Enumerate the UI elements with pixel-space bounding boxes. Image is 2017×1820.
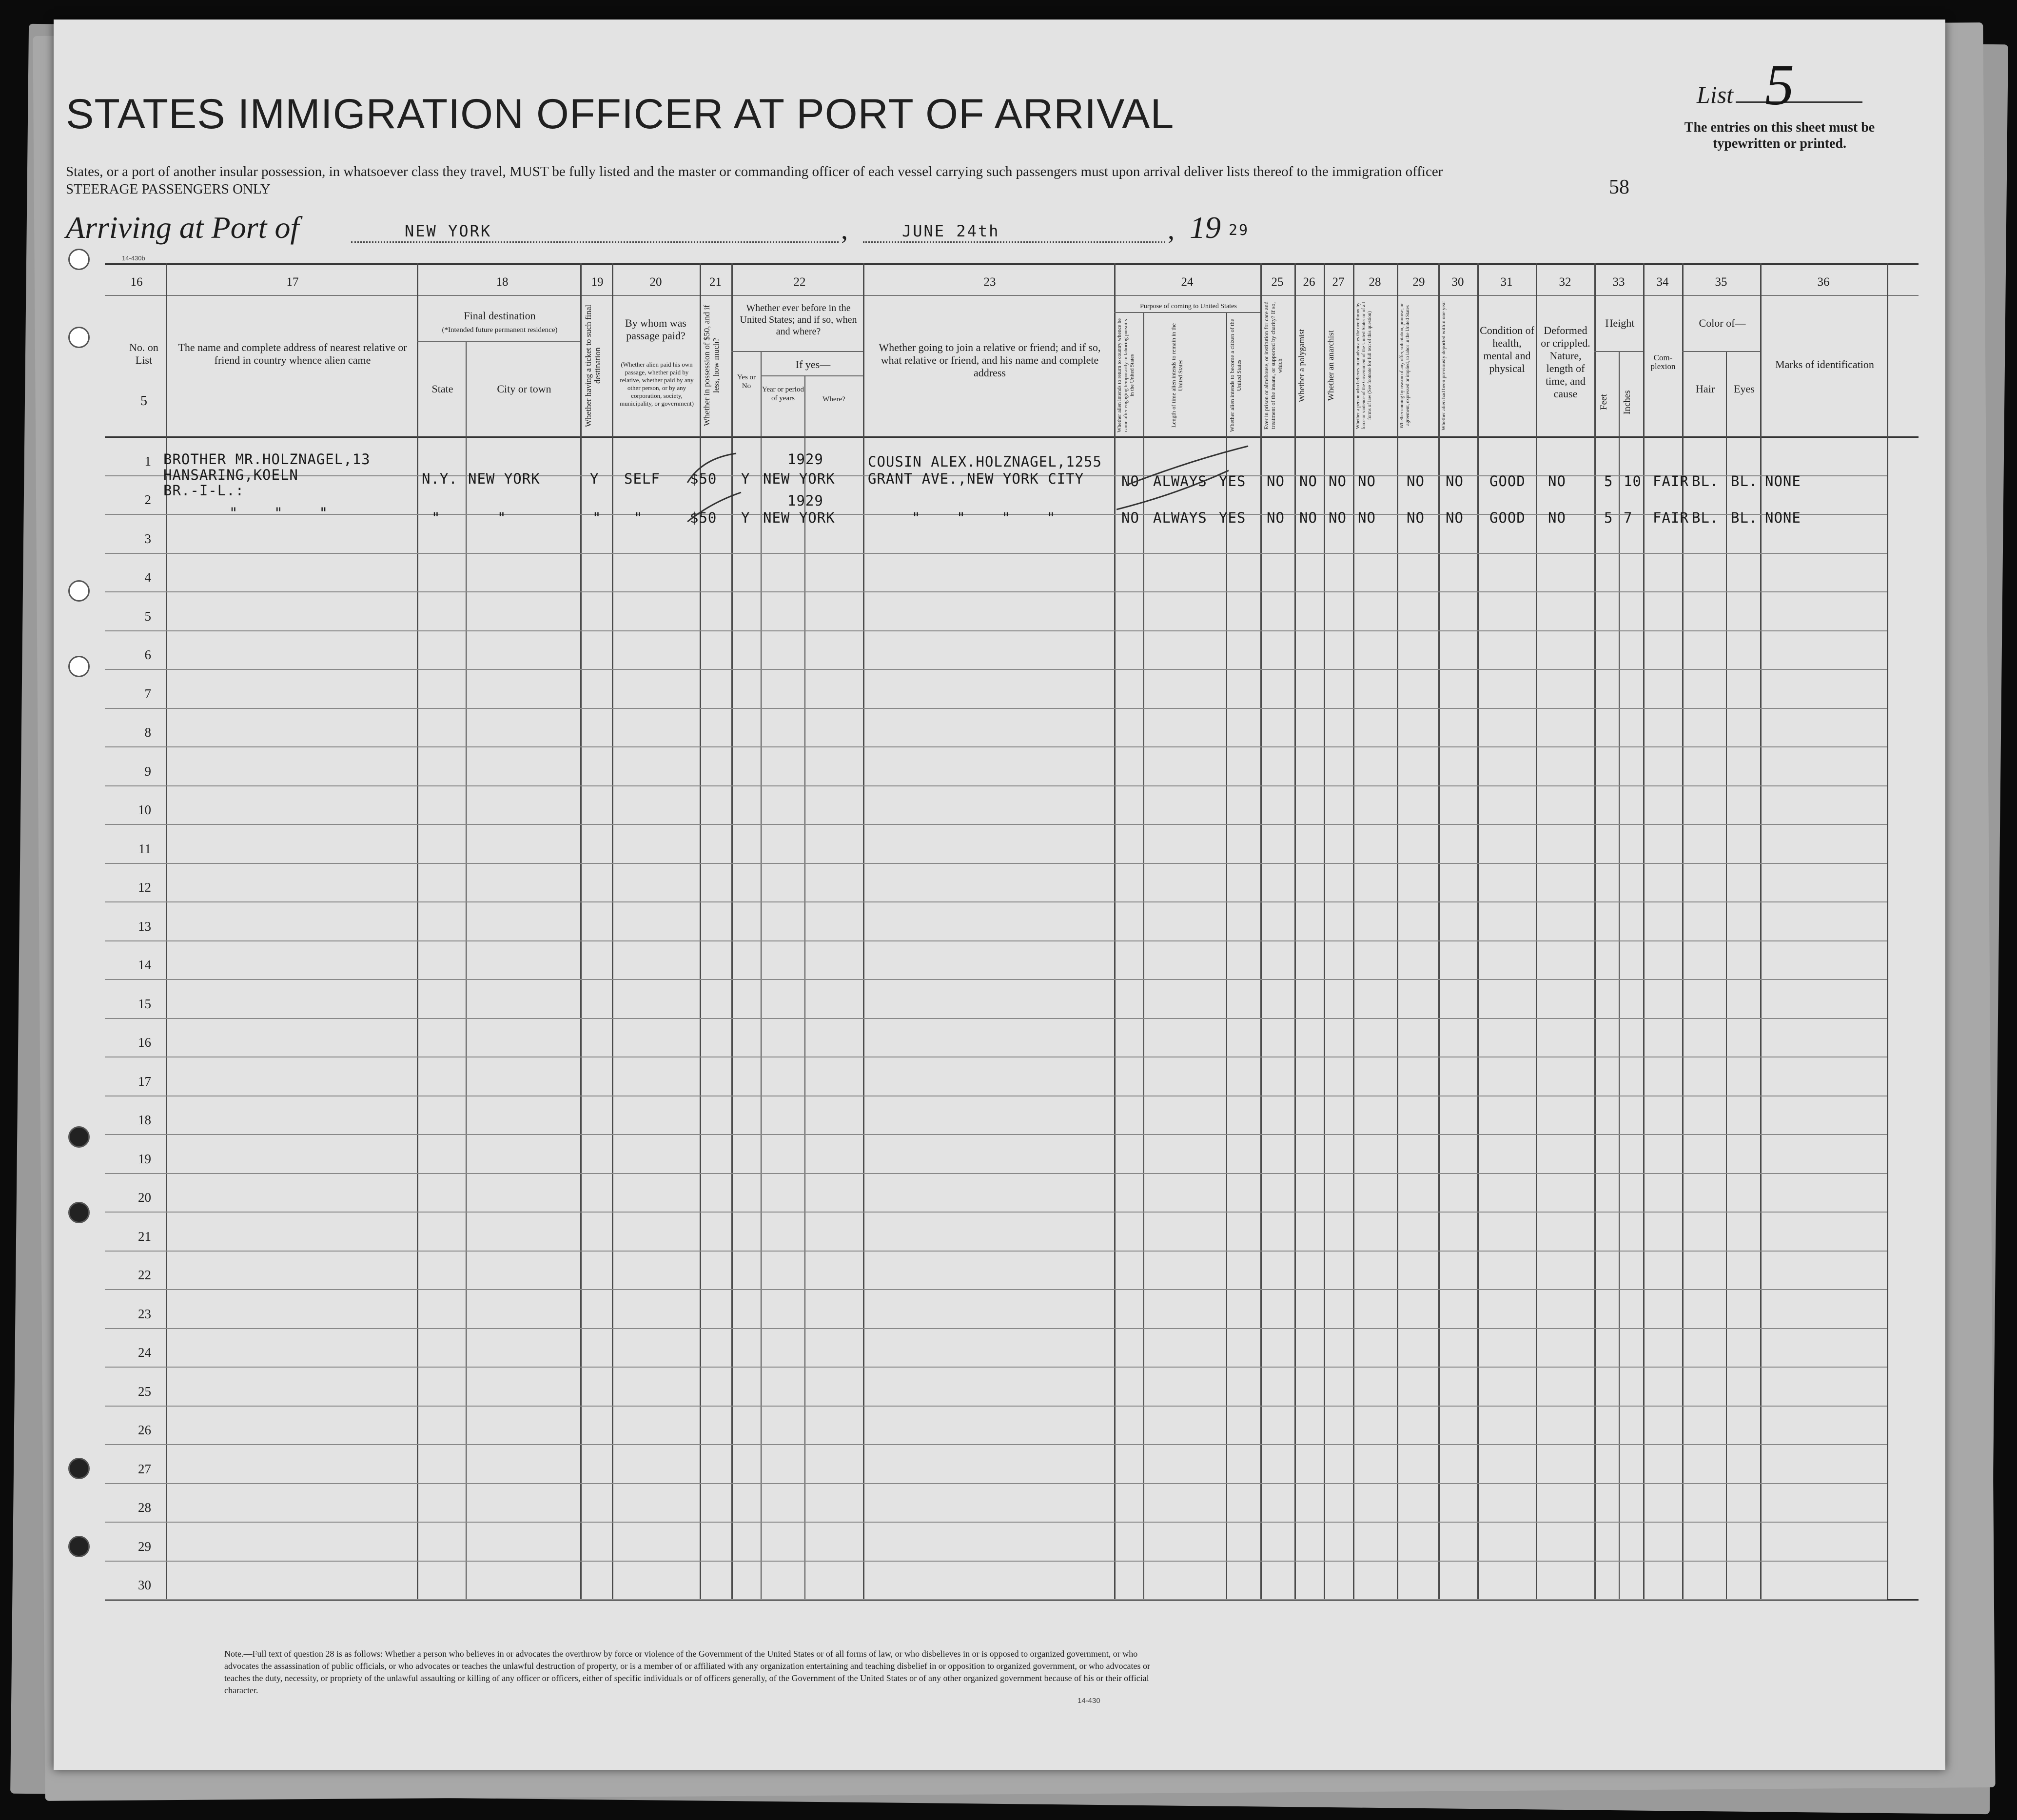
row1-condition: GOOD xyxy=(1489,473,1526,489)
year-period-header: Year or period of years xyxy=(762,386,804,402)
row-number: 2 xyxy=(144,492,151,507)
row-number: 30 xyxy=(138,1578,151,1592)
row2-citizen: YES xyxy=(1219,509,1246,526)
row-rule xyxy=(105,940,1887,941)
feet-header: Feet xyxy=(1599,394,1609,411)
arriving-label: Arriving at Port of xyxy=(66,210,299,245)
column-divider xyxy=(1536,263,1537,1599)
row-number: 8 xyxy=(144,725,151,740)
column-divider xyxy=(1324,263,1325,1599)
purpose-header: Purpose of coming to United States xyxy=(1140,303,1237,310)
list-number: 5 xyxy=(1765,52,1794,117)
column-divider xyxy=(1682,263,1684,1599)
row-number: 7 xyxy=(144,686,151,701)
col-number: 21 xyxy=(709,275,722,289)
passage-note: (Whether alien paid his own passage, whether paid by relative, whether paid by any other person, or by any corporation, society, municipality, or government) xyxy=(620,361,694,407)
row-rule xyxy=(105,591,1887,592)
row2-where: NEW YORK xyxy=(763,509,835,526)
date-underline xyxy=(863,241,1165,243)
col-number: 35 xyxy=(1715,275,1727,289)
row-rule xyxy=(105,1173,1887,1174)
row-number: 29 xyxy=(138,1539,151,1554)
col-number: 19 xyxy=(591,275,604,289)
row-rule xyxy=(105,1367,1887,1368)
purpose-return-header: Whether alien intends to return to country whence he came after engaging temporarily in laboring pursuits in the United States xyxy=(1116,318,1135,432)
row1-length: ALWAYS xyxy=(1153,473,1207,489)
ticket-header: Whether having a ticket to such final destination xyxy=(584,304,602,427)
row-number: 1 xyxy=(144,453,151,469)
row2-q29: NO xyxy=(1407,509,1425,526)
q28-header: Whether a person who believes in or advocates the overthrow by force or violence of the Government of the United States or of all forms of law (See footnote for full text of this question) xyxy=(1355,302,1372,430)
prison-header: Ever in prison or almshouse, or institution for care and treatment of the insane, or supported by charity? If so, which xyxy=(1263,301,1283,430)
col-number: 22 xyxy=(793,275,806,289)
col-number: 28 xyxy=(1369,275,1381,289)
punch-hole xyxy=(68,1126,90,1148)
punch-hole xyxy=(68,1458,90,1479)
final-destination-note: (*Intended future permanent residence) xyxy=(442,326,558,334)
money-header: Whether in possession of $50, and if less, how much? xyxy=(702,305,721,427)
form-subtitle: States, or a port of another insular possession, in whatsoever class they travel, MUST be fully listed and the master or commanding officer of each vessel carrying such passengers must upon arrival deliver lists thereof to the immigration officer xyxy=(66,164,1443,179)
row1-relative-line2: HANSARING,KOELN xyxy=(163,467,298,483)
hair-header: Hair xyxy=(1695,383,1715,395)
row-number: 20 xyxy=(138,1190,151,1205)
row2-relative: " " " xyxy=(229,505,329,521)
row1-relative-line3: BR.-I-L.: xyxy=(163,482,245,499)
row1-paid-by: SELF xyxy=(624,470,660,487)
row-number: 16 xyxy=(138,1035,151,1050)
col-number: 23 xyxy=(983,275,996,289)
row2-inches: 7 xyxy=(1624,509,1633,526)
list-label: List xyxy=(1697,81,1734,108)
eyes-header: Eyes xyxy=(1734,383,1755,395)
row-number: 18 xyxy=(138,1113,151,1127)
row-number: 9 xyxy=(144,763,151,779)
row-rule xyxy=(105,979,1887,980)
row2-ever-before: Y xyxy=(741,509,750,526)
joining-header: Whether going to join a relative or friend; and if so, what relative or friend, and his name and complete address xyxy=(879,341,1101,379)
row-number: 15 xyxy=(138,996,151,1011)
deformed-header: Deformed or crippled. Nature, length of time, and cause xyxy=(1541,324,1590,400)
col-number: 20 xyxy=(649,275,662,289)
row2-q30: NO xyxy=(1446,509,1464,526)
column-divider xyxy=(417,263,418,1599)
year-prefix: 19 xyxy=(1190,210,1221,245)
row1-q29: NO xyxy=(1407,473,1425,489)
relative-header: The name and complete address of nearest relative or friend in country whence alien came xyxy=(178,341,407,366)
row-rule xyxy=(105,1522,1887,1523)
row1-joining-line2: GRANT AVE.,NEW YORK CITY xyxy=(868,470,1084,487)
city-header: City or town xyxy=(497,383,551,395)
row1-polygamist: NO xyxy=(1299,473,1317,489)
punch-hole xyxy=(68,1536,90,1557)
port-value: NEW YORK xyxy=(405,222,492,240)
row2-anarchist: NO xyxy=(1329,509,1347,526)
row2-joining: " " " " xyxy=(912,509,1056,526)
column-divider xyxy=(1397,263,1398,1599)
row1-joining-line1: COUSIN ALEX.HOLZNAGEL,1255 xyxy=(868,453,1102,470)
footer-form-number: 14-430 xyxy=(1077,1697,1100,1705)
list-underline xyxy=(1736,101,1862,103)
row-number: 28 xyxy=(138,1500,151,1515)
column-divider xyxy=(1353,263,1354,1599)
inches-header: Inches xyxy=(1622,390,1632,414)
complexion-header: Com- plexion xyxy=(1650,353,1676,371)
subheader-rule xyxy=(731,351,863,352)
passenger-class: STEERAGE PASSENGERS ONLY xyxy=(66,181,271,197)
row-number: 26 xyxy=(138,1423,151,1437)
row2-year: 1929 xyxy=(787,492,823,509)
comma: , xyxy=(1168,215,1175,245)
row-rule xyxy=(105,1328,1887,1329)
row-rule xyxy=(105,1134,1887,1135)
final-destination-header: Final destination xyxy=(464,310,536,322)
row-rule xyxy=(105,1251,1887,1252)
marks-header: Marks of identification xyxy=(1775,358,1874,371)
column-divider xyxy=(1594,263,1596,1599)
row-number: 13 xyxy=(138,919,151,934)
row2-complexion: FAIR xyxy=(1653,509,1689,526)
row-rule xyxy=(105,1599,1887,1600)
date-value: JUNE 24th xyxy=(902,222,1000,240)
row1-year: 1929 xyxy=(787,451,823,468)
punch-hole xyxy=(68,580,90,602)
col-number: 17 xyxy=(286,275,299,289)
row1-city: NEW YORK xyxy=(468,470,540,487)
col-number: 24 xyxy=(1181,275,1194,289)
color-of-header: Color of— xyxy=(1699,317,1746,329)
row-rule xyxy=(105,1018,1887,1019)
row-number: 10 xyxy=(138,802,151,817)
comma: , xyxy=(841,215,848,245)
yes-no-header: Yes or No xyxy=(737,373,756,390)
row2-state: " xyxy=(431,509,441,526)
polygamist-header: Whether a polygamist xyxy=(1297,329,1306,403)
ever-before-header: Whether ever before in the United States; and if so, when and where? xyxy=(740,303,857,337)
row1-hair: BL. xyxy=(1692,473,1719,489)
row-number: 21 xyxy=(138,1229,151,1244)
row-rule xyxy=(105,746,1887,747)
row-rule xyxy=(105,1406,1887,1407)
purpose-citizen-header: Whether alien intends to become a citizen of the United States xyxy=(1229,319,1242,432)
column-divider xyxy=(1643,263,1645,1599)
row-number: 17 xyxy=(138,1074,151,1089)
col-number: 30 xyxy=(1451,275,1464,289)
handwritten-tick-marks xyxy=(683,449,770,527)
height-header: Height xyxy=(1605,317,1635,329)
typewritten-instruction: The entries on this sheet must be typewritten or printed. xyxy=(1684,120,1875,151)
row1-complexion: FAIR xyxy=(1653,473,1689,489)
col-number: 29 xyxy=(1412,275,1425,289)
subheader-rule xyxy=(1682,351,1760,352)
row1-ticket: Y xyxy=(590,470,599,487)
punch-hole xyxy=(68,249,90,270)
column-divider xyxy=(1438,263,1440,1599)
punch-hole xyxy=(68,656,90,677)
column-divider xyxy=(1619,351,1620,1599)
row2-feet: 5 xyxy=(1604,509,1613,526)
col-number: 36 xyxy=(1817,275,1830,289)
row2-ticket: " xyxy=(592,509,602,526)
row-number: 24 xyxy=(138,1345,151,1360)
row-rule xyxy=(105,553,1887,554)
subheader-rule xyxy=(417,341,580,342)
q30-header: Whether alien had been previously deported within one year xyxy=(1441,301,1447,431)
punch-hole xyxy=(68,327,90,348)
column-divider xyxy=(612,263,613,1599)
no-on-list-header: No. on List xyxy=(129,341,158,366)
col-number: 16 xyxy=(130,275,143,289)
column-divider xyxy=(804,375,805,1599)
year-suffix: 29 xyxy=(1229,222,1250,239)
column-divider xyxy=(761,351,762,1599)
if-yes-header: If yes— xyxy=(795,358,831,371)
list-ref: 5 xyxy=(140,393,147,409)
subheader-rule xyxy=(761,375,863,376)
row1-ever-before: Y xyxy=(741,470,750,487)
table-top-border xyxy=(105,263,1919,265)
row-number: 11 xyxy=(138,841,151,856)
row-rule xyxy=(105,669,1887,670)
col-number: 25 xyxy=(1271,275,1284,289)
row1-return: NO xyxy=(1121,473,1139,489)
row2-city: " xyxy=(497,509,507,526)
row1-state: N.Y. xyxy=(422,470,458,487)
row2-marks: NONE xyxy=(1765,509,1801,526)
column-divider xyxy=(1477,263,1479,1599)
row2-money: $50 xyxy=(690,509,717,526)
row1-relative-line1: BROTHER MR.HOLZNAGEL,13 xyxy=(163,451,371,468)
row-number: 6 xyxy=(144,647,151,662)
row-number: 19 xyxy=(138,1151,151,1166)
col-number: 31 xyxy=(1500,275,1513,289)
row1-eyes: BL. xyxy=(1731,473,1758,489)
row-rule xyxy=(105,901,1887,902)
form-number: 14-430b xyxy=(122,254,145,262)
row2-q28: NO xyxy=(1358,509,1376,526)
condition-header: Condition of health, mental and physical xyxy=(1480,324,1534,374)
subheader-rule xyxy=(1114,312,1260,313)
row-number: 4 xyxy=(144,570,151,585)
row1-q28: NO xyxy=(1358,473,1376,489)
col-number: 27 xyxy=(1332,275,1345,289)
where-header: Where? xyxy=(822,395,845,403)
subheader-rule xyxy=(1594,351,1643,352)
row2-length: ALWAYS xyxy=(1153,509,1207,526)
column-divider xyxy=(1887,263,1888,1599)
row1-money: $50 xyxy=(690,470,717,487)
row-number: 23 xyxy=(138,1306,151,1321)
row-number: 22 xyxy=(138,1268,151,1282)
col-number: 34 xyxy=(1656,275,1669,289)
row-rule xyxy=(105,824,1887,825)
row-rule xyxy=(105,1212,1887,1213)
column-divider xyxy=(1726,351,1727,1599)
column-number-rule xyxy=(105,295,1919,296)
row-number: 12 xyxy=(138,880,151,895)
row-rule xyxy=(105,1289,1887,1290)
row-rule xyxy=(105,863,1887,864)
sheet-number: 58 xyxy=(1609,176,1629,198)
row1-q30: NO xyxy=(1446,473,1464,489)
state-header: State xyxy=(431,383,453,395)
row2-return: NO xyxy=(1121,509,1139,526)
row1-where: NEW YORK xyxy=(763,470,835,487)
purpose-length-header: Length of time alien intends to remain in the United States xyxy=(1170,323,1184,428)
row2-polygamist: NO xyxy=(1299,509,1317,526)
column-divider xyxy=(1294,263,1296,1599)
row-rule xyxy=(105,1444,1887,1445)
row2-hair: BL. xyxy=(1692,509,1719,526)
row1-inches: 10 xyxy=(1624,473,1642,489)
header-bottom-border xyxy=(105,436,1919,438)
row1-marks: NONE xyxy=(1765,473,1801,489)
col-number: 18 xyxy=(496,275,509,289)
row1-feet: 5 xyxy=(1604,473,1613,489)
row1-anarchist: NO xyxy=(1329,473,1347,489)
column-divider xyxy=(466,341,467,1599)
anarchist-header: Whether an anarchist xyxy=(1326,330,1335,401)
col-number: 33 xyxy=(1612,275,1625,289)
row2-eyes: BL. xyxy=(1731,509,1758,526)
col-number: 26 xyxy=(1303,275,1315,289)
handwritten-tick-marks xyxy=(1116,441,1263,524)
row-rule xyxy=(105,1561,1887,1562)
row-number: 5 xyxy=(144,608,151,624)
passage-header: By whom was passage paid? xyxy=(625,317,686,342)
column-divider xyxy=(1114,263,1116,1599)
row-number: 3 xyxy=(144,531,151,546)
column-divider xyxy=(863,263,864,1599)
row-number: 27 xyxy=(138,1461,151,1476)
row2-paid-by: " xyxy=(634,509,643,526)
form-title: STATES IMMIGRATION OFFICER AT PORT OF ARRIVAL xyxy=(66,91,1175,137)
row-rule xyxy=(105,1483,1887,1484)
col-number: 32 xyxy=(1559,275,1571,289)
row2-deformed: NO xyxy=(1548,509,1566,526)
port-underline xyxy=(351,241,839,243)
column-divider xyxy=(580,263,582,1599)
row-rule xyxy=(105,785,1887,786)
footnote: Note.—Full text of question 28 is as follows: Whether a person who believes in or advocates the overthrow by force or violence of the Government of the United States or of all forms of law, or who disbelieves in or is opposed to organized government, or who advocates the assassination of public officials, or who advocates or teaches the unlawful destruction of property, or is a member of or affiliated with any organization entertaining and teaching disbelief in or opposition to organized government, or who advocates or teaches the duty, necessity, or propriety of the unlawful assaulting or killing of any officer or officers, either of specific individuals or of officers generally, of the Government of the United States or of any other organized government because of his or their official character. xyxy=(224,1649,1150,1695)
punch-hole xyxy=(68,1202,90,1223)
row-rule xyxy=(105,708,1887,709)
row-number: 14 xyxy=(138,958,151,972)
row2-condition: GOOD xyxy=(1489,509,1526,526)
column-divider xyxy=(1760,263,1762,1599)
row-rule xyxy=(105,630,1887,631)
q29-header: Whether coming by reason of any offer, solicitation, promise, or agreement, expressed or implied, to labor in the United States xyxy=(1399,303,1410,429)
row-number: 25 xyxy=(138,1384,151,1399)
row1-citizen: YES xyxy=(1219,473,1246,489)
row1-deformed: NO xyxy=(1548,473,1566,489)
row2-prison: NO xyxy=(1267,509,1285,526)
row1-prison: NO xyxy=(1267,473,1285,489)
